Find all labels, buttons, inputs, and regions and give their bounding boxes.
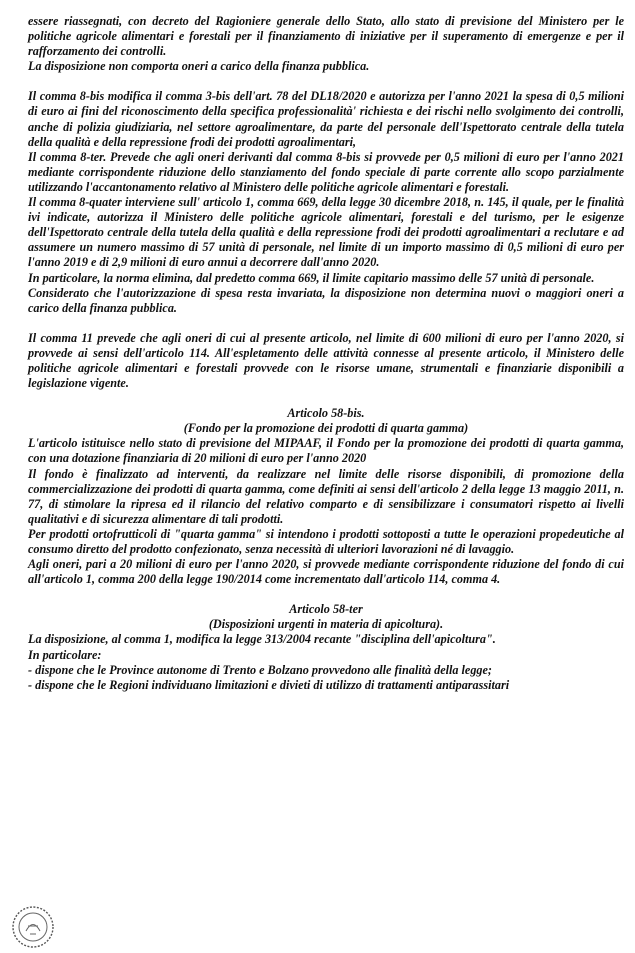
article-subtitle: (Fondo per la promozione dei prodotti di quarta gamma) — [183, 421, 469, 436]
paragraph: essere riassegnati, con decreto del Ragioniere generale dello Stato, allo stato di previsione del Ministero per le politiche agricole alimentari e forestali per il finanziamento di iniziative per il superamento di emergenze e per il rafforzamento dei controlli. — [28, 14, 624, 59]
paragraph: Il comma 8-ter. Prevede che agli oneri derivanti dal comma 8-bis si provvede per 0,5 milioni di euro per l'anno 2021 mediante corrispondente riduzione dello stanziamento del fondo speciale di parte corrente allo scopo parzialmente utilizzando l'accantonamento relativo al Ministero delle politiche agricole alimentari e forestali. — [28, 149, 624, 194]
article-title: Articolo 58-ter — [289, 602, 363, 617]
paragraph: Il comma 11 prevede che agli oneri di cui al presente articolo, nel limite di 600 milioni di euro per l'anno 2020, si provvede ai sensi dell'articolo 114. All'espletamento delle attività connesse al presente articolo, il Ministero delle politiche agricole alimentari e forestali provvede con le risorse umane, strumentali e finanziarie disponibili a legislazione vigente. — [28, 330, 624, 391]
paragraph: Considerato che l'autorizzazione di spesa resta invariata, la disposizione non determina nuovi o maggiori oneri a carico della finanza pubblica. — [28, 285, 624, 315]
official-seal-icon — [10, 904, 56, 950]
paragraph: La disposizione non comporta oneri a carico della finanza pubblica. — [28, 59, 370, 74]
paragraph: L'articolo istituisce nello stato di previsione del MIPAAF, il Fondo per la promozione dei prodotti di quarta gamma, con una dotazione finanziaria di 20 milioni di euro per l'anno 2020 — [28, 436, 624, 466]
paragraph: Agli oneri, pari a 20 milioni di euro per l'anno 2020, si provvede mediante corrispondente riduzione del fondo di cui all'articolo 1, comma 200 della legge 190/2014 come incrementato dall'articolo 114, comma 4. — [28, 557, 624, 587]
paragraph: Il comma 8-quater interviene sull' articolo 1, comma 669, della legge 30 dicembre 2018, n. 145, il quale, per le finalità ivi indicate, autorizza il Ministero delle politiche agricole alimentari, forestali e del turismo, per le esigenze dell'Ispettorato centrale della tutela della qualità e della repressione frodi dei prodotti agroalimentari a reclutare e ad assumere un numero massimo di 57 unità di personale, nel limite di un importo massimo di 0,5 milioni di euro per l'anno 2019 e di 2,9 milioni di euro annui a decorrere dall'anno 2020. — [28, 195, 624, 270]
list-item: - dispone che le Regioni individuano limitazioni e divieti di utilizzo di trattamenti antiparassitari — [28, 677, 510, 692]
paragraph: In particolare, la norma elimina, dal predetto comma 669, il limite capitario massimo delle 57 unità di personale. — [28, 270, 595, 285]
list-item: - dispone che le Province autonome di Trento e Bolzano provvedono alle finalità della legge; — [28, 662, 492, 677]
paragraph: Il fondo è finalizzato ad interventi, da realizzare nel limite delle risorse disponibili, di promozione della commercializzazione dei prodotti di quarta gamma, come definiti ai sensi dell'articolo 2 della legge 13 maggio 2011, n. 77, di stimolare la ripresa ed il rilancio del relativo comparto e di sensibilizzare i consumatori rispetto ai livelli qualitativi e di sicurezza alimentare di tali prodotti. — [28, 466, 624, 526]
paragraph: Per prodotti ortofrutticoli di "quarta gamma" si intendono i prodotti sottoposti a tutte le operazioni propedeutiche al consumo diretto del prodotto confezionato, senza necessità di ulteriori lavorazioni né di lavaggio. — [28, 526, 624, 556]
article-title: Articolo 58-bis. — [287, 406, 365, 421]
article-subtitle: (Disposizioni urgenti in materia di apicoltura). — [208, 617, 444, 632]
paragraph: La disposizione, al comma 1, modifica la legge 313/2004 recante "disciplina dell'apicoltura". — [28, 632, 496, 647]
document-page — [28, 14, 624, 693]
paragraph: In particolare: — [28, 647, 102, 662]
paragraph: Il comma 8-bis modifica il comma 3-bis dell'art. 78 del DL18/2020 e autorizza per l'anno 2021 la spesa di 0,5 milioni di euro ai fini del riconoscimento della specifica professionalità' richiesta e dei rischi nello svolgimento dei controlli, anche di polizia giudiziaria, nel settore agroalimentare, da parte del personale dell'Ispettorato centrale della tutela della qualità e della repressione frodi dei prodotti agroalimentari, — [28, 89, 624, 149]
